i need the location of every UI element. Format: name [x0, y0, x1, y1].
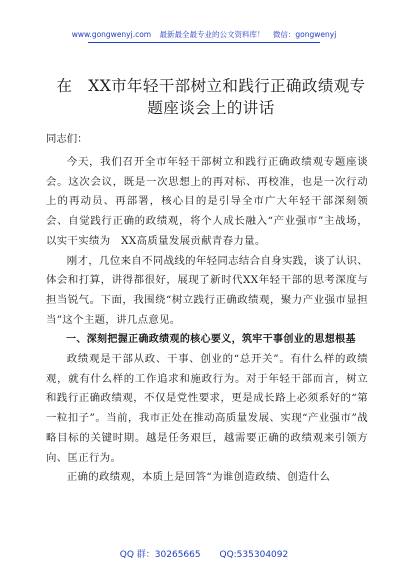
paragraph-2: 刚才，几位来自不同战线的年轻同志结合自身实践，谈了认识、体会和打算，讲得都很好，展现了新时代XX年轻干部的思考深度与担当锐气。下面，我围绕“树立践行正确政绩观，聚力产业强市显担当”这个主题，讲几点意见。 [46, 254, 368, 326]
paragraph-4: 正确的政绩观，本质上是回答“为谁创造政绩、创造什么 [66, 471, 331, 484]
paragraph-3: 政绩观是干部从政、干事、创业的“总开关”。有什么样的政绩观，就有什么样的工作追求和施政行为。对于年轻干部而言，树立和践行正确政绩观，不仅是党性要求，更是成长路上必须系好的“第一粒扣子”。当前，我市正处在推动高质量发展、实现“产业强市”战略目标的关键时期。越是任务艰巨，越需要正确的政绩观来引领方向、匡正行为。 [46, 353, 368, 464]
document-title: 在 XX市年轻干部树立和践行正确政绩观专题座谈会上的讲话 [56, 77, 366, 117]
salutation: 同志们： [46, 133, 88, 145]
page-footer [0, 547, 408, 560]
header-divider [88, 42, 320, 43]
section-heading-1: 一、深刻把握正确政绩观的核心要义，筑牢干事创业的思想根基 [66, 334, 356, 346]
qq-contact: QQ:535304092 [219, 550, 289, 560]
site-url[interactable]: www.gongwenyj.com [71, 30, 152, 39]
document-body [46, 130, 368, 488]
site-slogan: 最新最全最专业的公文资料库！ [159, 30, 265, 39]
paragraph-1: 今天，我们召开全市年轻干部树立和践行正确政绩观专题座谈会。这次会议，既是一次思想上的再对标、再校准，也是一次行动上的再动员、再部署，核心目的是引导全市广大年轻干部深刻领会、自觉践行正确的政绩观，将个人成长融入“产业强市”主战场，以实干实绩为 XX高质量发展贡献青春力量。 [46, 156, 368, 247]
page-header [0, 29, 408, 40]
qq-group: QQ 群：30265665 [119, 550, 201, 560]
wechat-id: 微信：gongwenyj [272, 30, 337, 39]
